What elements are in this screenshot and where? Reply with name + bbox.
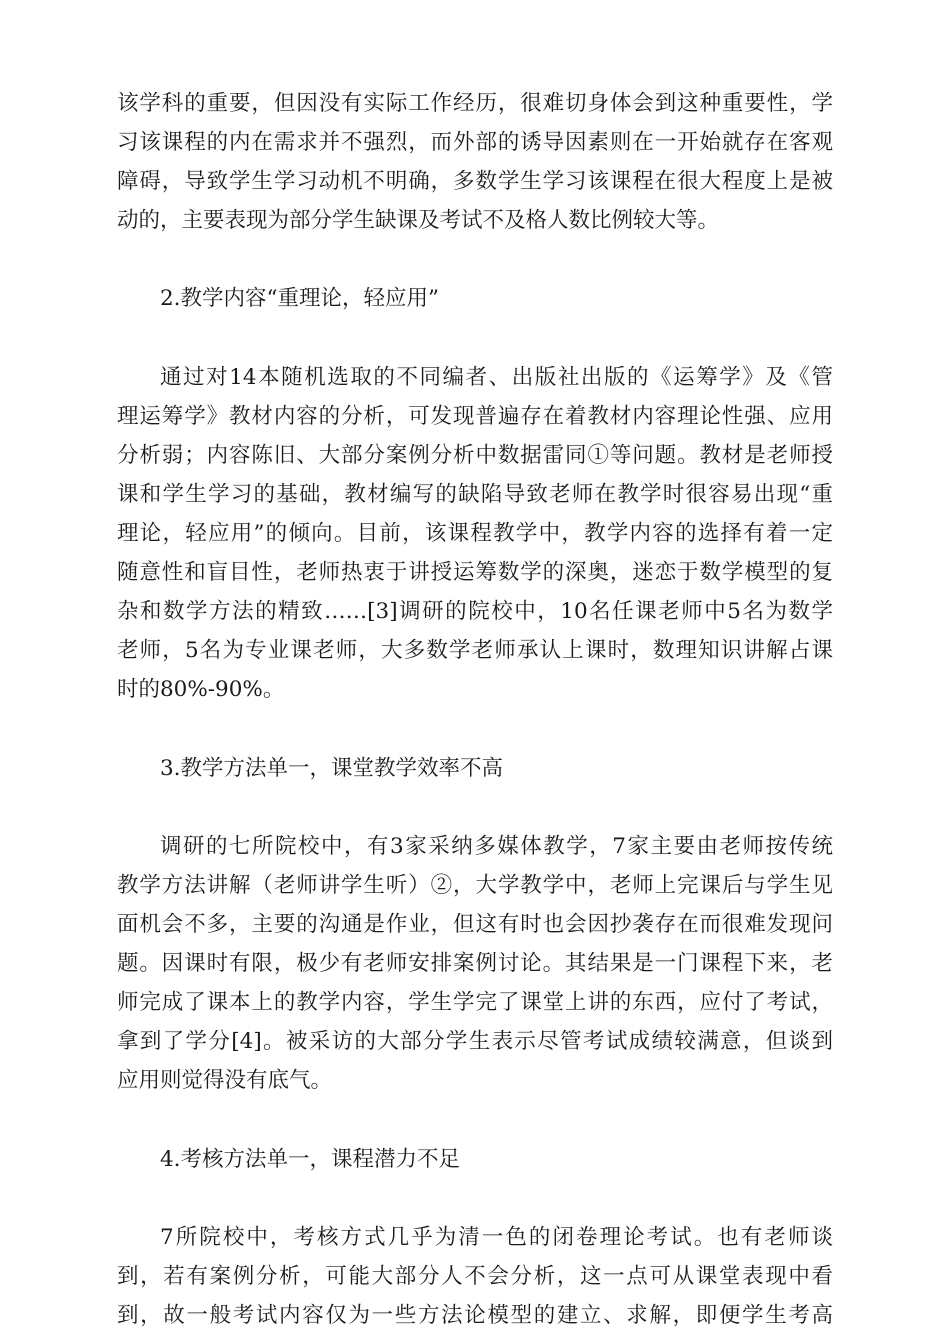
text-line: 动的，主要表现为部分学生缺课及考试不及格人数比例较大等。 [117, 208, 720, 234]
text-line: 理运筹学》教材内容的分析，可发现普遍存在着教材内容理论性强、应用 [117, 403, 833, 429]
text-line: 调研的七所院校中，有3家采纳多媒体教学，7家主要由老师按传统 [160, 833, 833, 859]
text-line: 习该课程的内在需求并不强烈，而外部的诱导因素则在一开始就存在客观 [117, 130, 833, 156]
section3-paragraph [117, 827, 833, 1101]
text-line: 老师，5名为专业课老师，大多数学老师承认上课时，数理知识讲解占课 [117, 638, 833, 664]
text-line: 随意性和盲目性，老师热衷于讲授运筹数学的深奥，迷恋于数学模型的复 [117, 560, 833, 586]
document-body [117, 84, 833, 1335]
text-line: 该学科的重要，但因没有实际工作经历，很难切身体会到这种重要性，学 [117, 91, 833, 116]
text-line: 分析弱；内容陈旧、大部分案例分析中数据雷同①等问题。教材是老师授 [117, 442, 833, 468]
text-line: 面机会不多，主要的沟通是作业，但这有时也会因抄袭存在而很难发现问 [117, 911, 833, 937]
section2-paragraph [117, 358, 833, 710]
text-line: 师完成了课本上的教学内容，学生学完了课堂上讲的东西，应付了考试， [117, 990, 833, 1016]
section-heading: 3.教学方法单一，课堂教学效率不高 [160, 755, 504, 781]
text-line: 课和学生学习的基础，教材编写的缺陷导致老师在教学时很容易出现“重 [117, 481, 833, 507]
text-line: 拿到了学分[4]。被采访的大部分学生表示尽管考试成绩较满意，但谈到 [117, 1029, 833, 1055]
text-line: 题。因课时有限，极少有老师安排案例讨论。其结果是一门课程下来，老 [117, 951, 833, 977]
text-line: 杂和数学方法的精致……[3]调研的院校中，10名任课老师中5名为数学 [117, 599, 833, 625]
text-line: 通过对14本随机选取的不同编者、出版社出版的《运筹学》及《管 [160, 364, 833, 390]
text-line: 应用则觉得没有底气。 [117, 1068, 333, 1094]
text-line: 理论，轻应用”的倾向。目前，该课程教学中，教学内容的选择有着一定 [117, 521, 833, 547]
text-line: 到，故一般考试内容仅为一些方法论模型的建立、求解，即便学生考高 [117, 1302, 833, 1328]
section-heading: 2.教学内容“重理论，轻应用” [160, 286, 439, 312]
text-line: 教学方法讲解（老师讲学生听）②，大学教学中，老师上完课后与学生见 [117, 872, 833, 898]
section4-paragraph [117, 1218, 833, 1335]
intro-paragraph [117, 84, 833, 240]
section-heading: 4.考核方法单一，课程潜力不足 [160, 1146, 461, 1172]
text-line: 障碍，导致学生学习动机不明确，多数学生学习该课程在很大程度上是被 [117, 169, 833, 195]
text-line: 时的80%-90%。 [117, 677, 285, 703]
text-line: 7所院校中，考核方式几乎为清一色的闭卷理论考试。也有老师谈 [160, 1224, 833, 1250]
text-line: 到，若有案例分析，可能大部分人不会分析，这一点可从课堂表现中看 [117, 1263, 833, 1289]
